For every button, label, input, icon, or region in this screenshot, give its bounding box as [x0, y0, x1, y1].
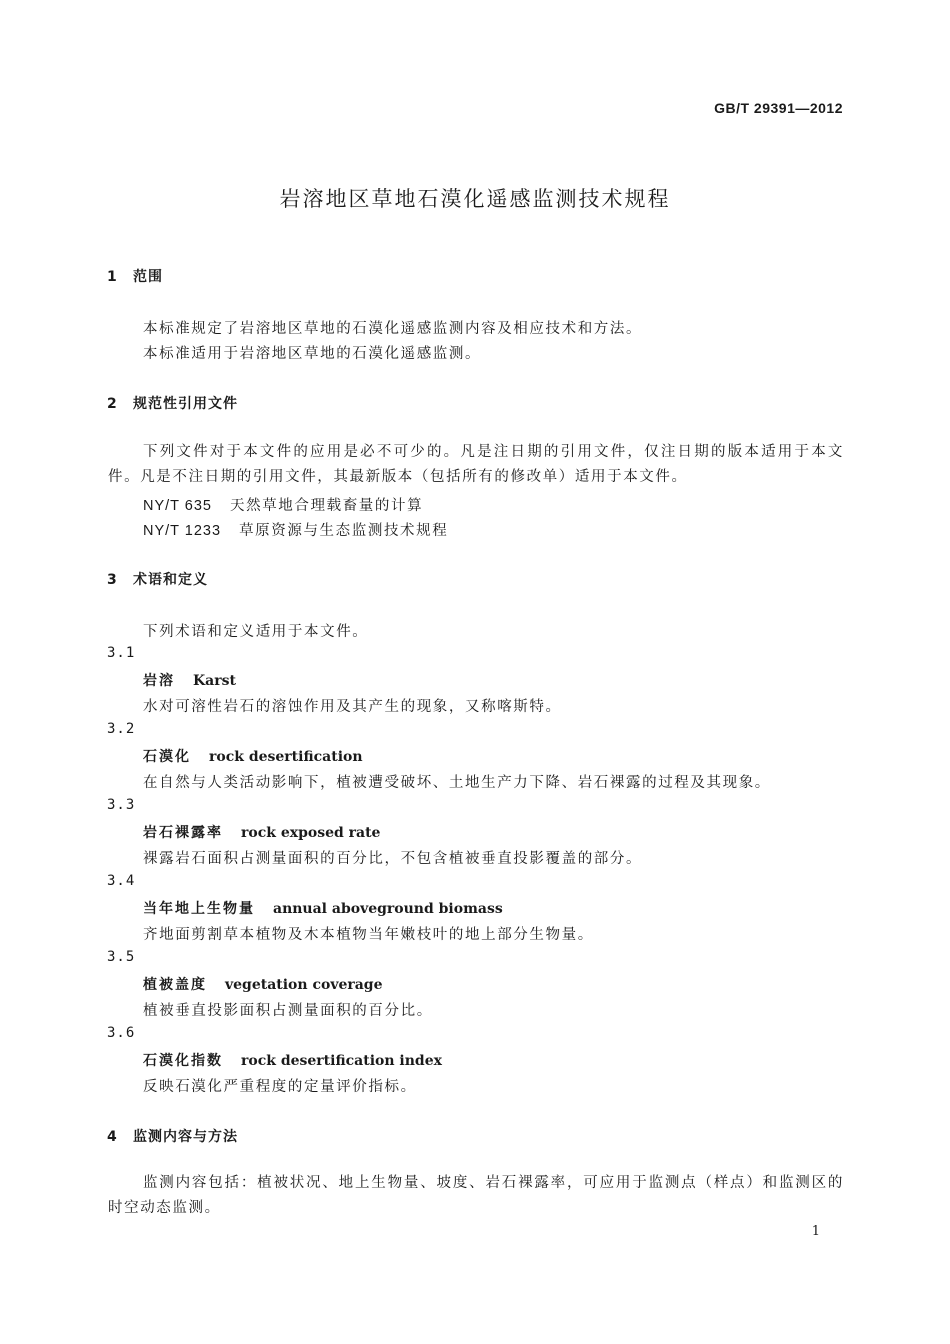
term-number: 3.1: [107, 645, 136, 661]
term-heading: [143, 1050, 442, 1070]
paragraph: 下列文件对于本文件的应用是必不可少的。凡是注日期的引用文件，仅注日期的版本适用于本文件。凡是不注日期的引用文件，其最新版本（包括所有的修改单）适用于本文件。: [108, 444, 844, 485]
term-number: 3.6: [107, 1025, 136, 1041]
paragraph: 本标准规定了岩溶地区草地的石漠化遥感监测内容及相应技术和方法。: [143, 321, 643, 337]
document-title: 岩溶地区草地石漠化遥感监测技术规程: [279, 187, 671, 211]
page-number: 1: [811, 1224, 820, 1239]
term-definition: 水对可溶性岩石的溶蚀作用及其产生的现象，又称喀斯特。: [143, 699, 562, 715]
section-title: 范围: [133, 269, 163, 285]
term-definition: 在自然与人类活动影响下，植被遭受破坏、土地生产力下降、岩石裸露的过程及其现象。: [143, 775, 771, 791]
reference-item: [143, 494, 423, 515]
term-zh: 石漠化: [143, 749, 191, 765]
section-title: 监测内容与方法: [133, 1129, 238, 1145]
term-en: rock desertification index: [241, 1053, 442, 1069]
term-definition: 裸露岩石面积占测量面积的百分比，不包含植被垂直投影覆盖的部分。: [143, 851, 643, 867]
term-en: Karst: [193, 673, 236, 689]
section-4-heading: [107, 1126, 238, 1146]
reference-title: 草原资源与生态监测技术规程: [239, 523, 449, 539]
term-heading: [143, 898, 503, 918]
term-en: rock exposed rate: [241, 825, 381, 841]
term-number: 3.4: [107, 873, 136, 889]
paragraph: 监测内容包括：植被状况、地上生物量、坡度、岩石裸露率，可应用于监测点（样点）和监测区的时空动态监测。: [108, 1175, 844, 1216]
term-zh: 石漠化指数: [143, 1053, 223, 1069]
term-zh: 植被盖度: [143, 977, 207, 993]
term-en: vegetation coverage: [225, 977, 383, 993]
standard-number: GB/T 29391—2012: [714, 100, 843, 116]
section-number: 4: [107, 1129, 118, 1145]
term-zh: 岩石裸露率: [143, 825, 223, 841]
section-3-heading: [107, 569, 208, 589]
term-number: 3.5: [107, 949, 136, 965]
paragraph: 下列术语和定义适用于本文件。: [143, 624, 369, 640]
term-definition: 反映石漠化严重程度的定量评价指标。: [143, 1079, 417, 1095]
section-2-heading: [107, 393, 238, 413]
section-title: 规范性引用文件: [133, 396, 238, 412]
term-definition: 植被垂直投影面积占测量面积的百分比。: [143, 1003, 433, 1019]
term-heading: [143, 974, 383, 994]
term-zh: 当年地上生物量: [143, 901, 255, 917]
section-number: 2: [107, 396, 118, 412]
term-number: 3.3: [107, 797, 136, 813]
section-number: 3: [107, 572, 118, 588]
term-definition: 齐地面剪割草本植物及木本植物当年嫩枝叶的地上部分生物量。: [143, 927, 594, 943]
section-title: 术语和定义: [133, 572, 208, 588]
term-heading: [143, 822, 380, 842]
term-heading: [143, 670, 236, 690]
reference-title: 天然草地合理载畜量的计算: [230, 498, 424, 514]
paragraph: 本标准适用于岩溶地区草地的石漠化遥感监测。: [143, 346, 482, 362]
section-1-heading: [107, 266, 163, 286]
term-heading: [143, 746, 363, 766]
term-en: annual aboveground biomass: [273, 901, 503, 917]
reference-item: [143, 519, 448, 540]
section-number: 1: [107, 269, 118, 285]
reference-code: NY/T 635: [143, 498, 212, 514]
reference-code: NY/T 1233: [143, 523, 222, 539]
term-number: 3.2: [107, 721, 136, 737]
term-zh: 岩溶: [143, 673, 175, 689]
term-en: rock desertification: [209, 749, 363, 765]
